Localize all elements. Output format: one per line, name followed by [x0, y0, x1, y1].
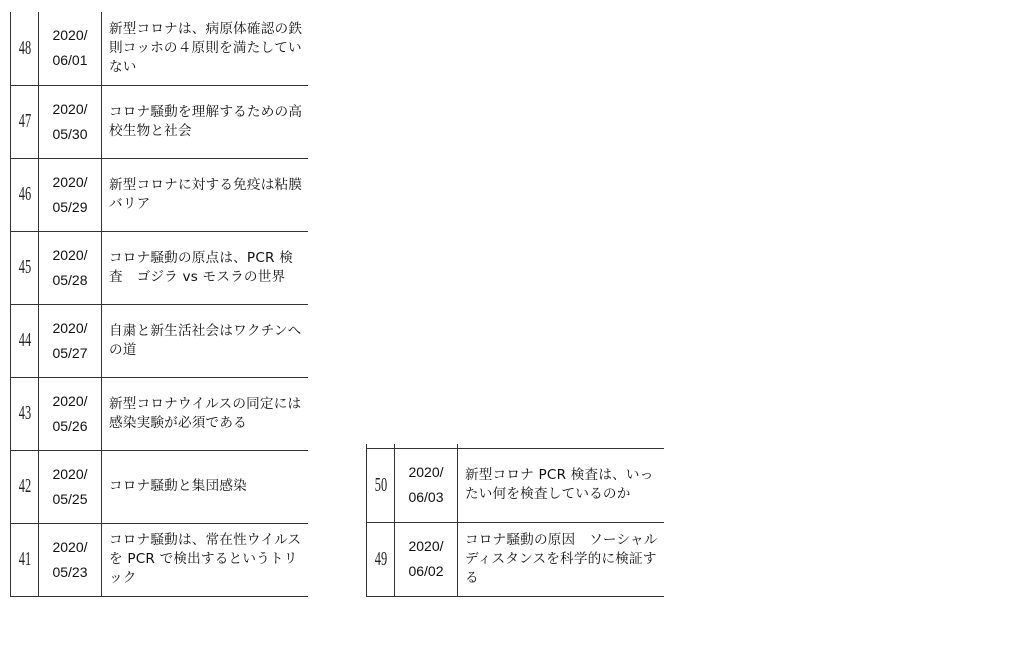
article-number — [367, 448, 395, 522]
table-row — [11, 12, 309, 85]
article-number-text: 43 — [18, 402, 31, 424]
article-title[interactable]: コロナ騒動と集団感染 — [102, 450, 309, 523]
article-date-month-day: 05/28 — [52, 271, 88, 288]
table-row — [11, 523, 309, 596]
article-number-text: 50 — [374, 473, 387, 496]
article-number-text: 41 — [18, 548, 31, 570]
article-date-year: 2020/ — [52, 392, 88, 409]
article-date-year: 2020/ — [52, 246, 88, 263]
article-date — [39, 12, 102, 85]
article-date — [39, 377, 102, 450]
table-row — [11, 231, 309, 304]
article-date-year: 2020/ — [52, 465, 88, 482]
article-date-month-day: 06/02 — [408, 563, 444, 579]
article-date-year: 2020/ — [52, 173, 88, 190]
article-date-month-day: 05/25 — [52, 490, 88, 507]
article-title[interactable]: コロナ騒動を理解するための高校生物と社会 — [102, 85, 309, 158]
table-row — [11, 377, 309, 450]
table-row — [367, 522, 665, 596]
article-table-left — [10, 12, 308, 597]
article-number — [11, 85, 39, 158]
article-number — [11, 523, 39, 596]
article-date — [39, 85, 102, 158]
article-title[interactable]: コロナ騒動の原因 ソーシャルディスタンスを科学的に検証する — [458, 522, 665, 596]
article-number — [11, 12, 39, 85]
article-date-year: 2020/ — [408, 464, 444, 480]
table-row — [367, 448, 665, 522]
table-row — [11, 450, 309, 523]
article-title[interactable]: 新型コロナは、病原体確認の鉄則コッホの４原則を満たしていない — [102, 12, 309, 85]
article-number-text: 44 — [18, 329, 31, 351]
article-date-month-day: 06/01 — [52, 52, 88, 69]
article-date-month-day: 05/26 — [52, 417, 88, 434]
article-number — [11, 450, 39, 523]
article-date-year: 2020/ — [52, 100, 88, 117]
article-title[interactable]: コロナ騒動の原点は、PCR 検査 ゴジラ vs モスラの世界 — [102, 231, 309, 304]
article-date-year: 2020/ — [52, 27, 88, 44]
article-title[interactable]: 新型コロナ PCR 検査は、いったい何を検査しているのか — [458, 448, 665, 522]
article-title[interactable]: 新型コロナウイルスの同定には感染実験が必須である — [102, 377, 309, 450]
article-date — [39, 158, 102, 231]
article-date — [39, 304, 102, 377]
article-date-month-day: 05/23 — [52, 563, 88, 580]
article-number — [11, 158, 39, 231]
table-row — [11, 158, 309, 231]
article-date-month-day: 06/03 — [408, 489, 444, 505]
article-rows-right — [367, 444, 665, 596]
article-date — [39, 231, 102, 304]
article-date — [395, 448, 458, 522]
article-number-text: 49 — [374, 547, 387, 570]
article-title[interactable]: 自粛と新生活社会はワクチンへの道 — [102, 304, 309, 377]
article-number — [11, 231, 39, 304]
article-table-right — [366, 444, 664, 597]
article-title[interactable]: 新型コロナに対する免疫は粘膜バリア — [102, 158, 309, 231]
article-date-year: 2020/ — [408, 538, 444, 554]
article-number-text: 42 — [18, 475, 31, 497]
article-title[interactable]: コロナ騒動は、常在性ウイルスを PCR で検出するというトリック — [102, 523, 309, 596]
article-number — [11, 304, 39, 377]
article-number-text: 48 — [18, 36, 31, 59]
article-number-text: 46 — [18, 183, 31, 205]
article-date-month-day: 05/27 — [52, 344, 88, 361]
article-date-month-day: 05/29 — [52, 198, 88, 215]
article-number-text: 47 — [18, 110, 31, 132]
article-number — [11, 377, 39, 450]
article-date — [39, 523, 102, 596]
article-date — [39, 450, 102, 523]
article-rows-left — [11, 12, 309, 596]
article-date — [395, 522, 458, 596]
article-number-text: 45 — [18, 256, 31, 278]
article-number — [367, 522, 395, 596]
article-date-month-day: 05/30 — [52, 125, 88, 142]
article-date-year: 2020/ — [52, 319, 88, 336]
article-date-year: 2020/ — [52, 538, 88, 555]
table-row — [11, 304, 309, 377]
table-row — [11, 85, 309, 158]
